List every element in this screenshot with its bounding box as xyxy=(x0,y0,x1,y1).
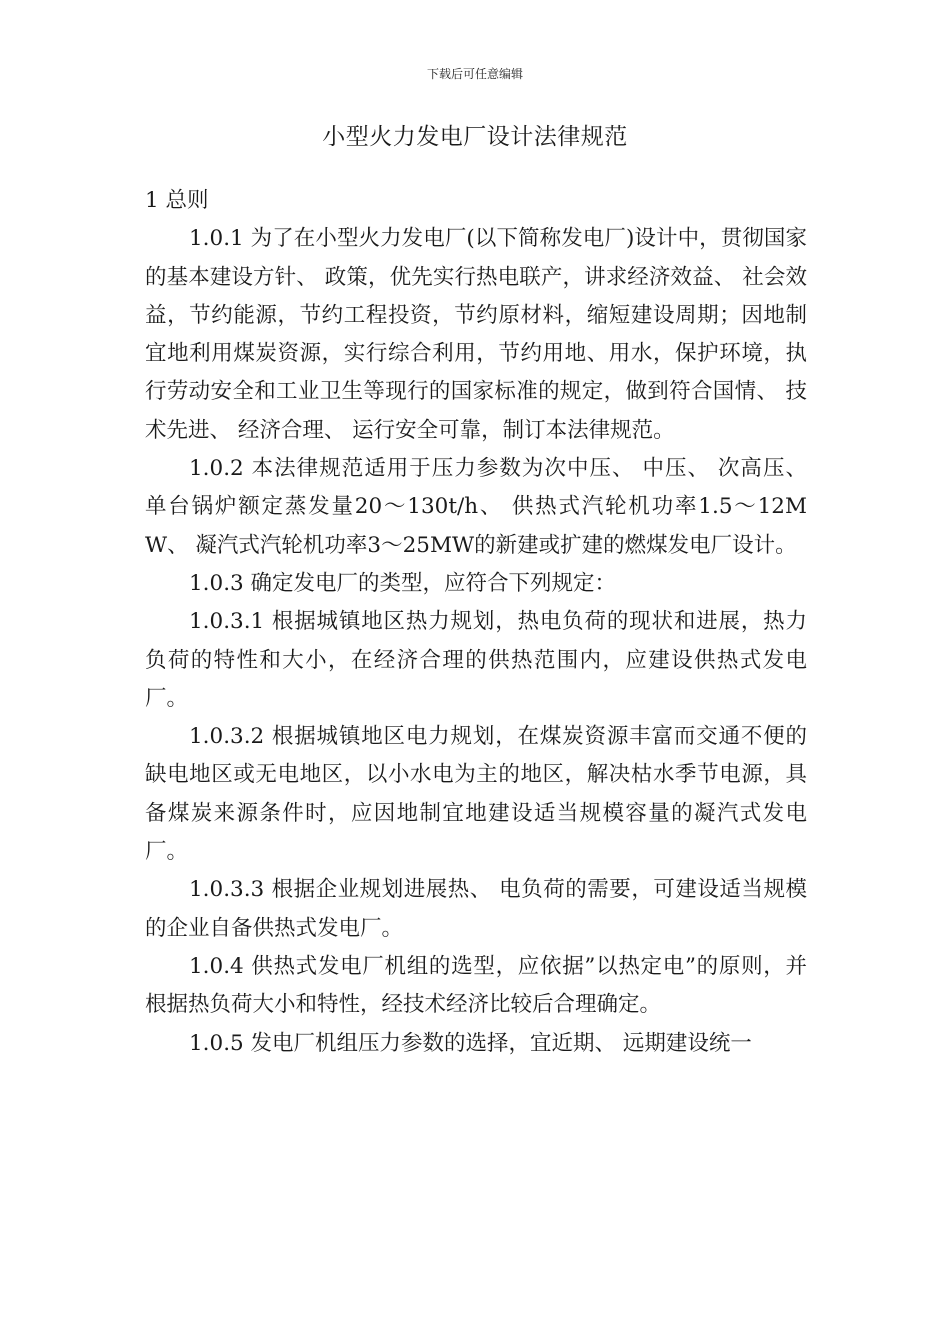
paragraph-1-0-3-1: 1.0.3.1 根据城镇地区热力规划，热电负荷的现状和进展，热力负荷的特性和大小，在经济合理的供热范围内，应建设供热式发电厂。 xyxy=(145,609,807,711)
paragraph-1-0-3: 1.0.3 确定发电厂的类型，应符合下列规定： xyxy=(189,570,617,596)
paragraph-1-0-3-2: 1.0.3.2 根据城镇地区电力规划，在煤炭资源丰富而交通不便的缺电地区或无电地区，以小水电为主的地区，解决枯水季节电源，具备煤炭来源条件时，应因地制宜地建设适当规模容量的凝汽式发电厂。 xyxy=(145,724,807,865)
document-body xyxy=(145,182,807,1063)
paragraph-1-0-3-3: 1.0.3.3 根据企业规划进展热、 电负荷的需要，可建设适当规模的企业自备供热式发电厂。 xyxy=(145,877,807,941)
paragraph-1-0-4: 1.0.4 供热式发电厂机组的选型，应依据”以热定电”的原则，并根据热负荷大小和特性，经技术经济比较后合理确定。 xyxy=(145,953,807,1018)
paragraph-1-0-5: 1.0.5 发电厂机组压力参数的选择，宜近期、 远期建设统一 xyxy=(189,1030,752,1056)
paragraph-1-0-2: 1.0.2 本法律规范适用于压力参数为次中压、 中压、 次高压、 单台锅炉额定蒸发量20～130t/h、 供热式汽轮机功率1.5～12MW、 凝汽式汽轮机功率3～25MW的新建或扩建的燃煤发电厂设计。 xyxy=(145,456,807,558)
header-note: 下载后可任意编辑 xyxy=(426,67,523,81)
paragraph-1-0-1: 1.0.1 为了在小型火力发电厂(以下简称发电厂)设计中，贯彻国家的基本建设方针、 政策，优先实行热电联产，讲求经济效益、 社会效益，节约能源，节约工程投资，节约原材料，缩短建设周期；因地制宜地利用煤炭资源，实行综合利用，节约用地、用水，保护环境，执行劳动安全和工业卫生等现行的国家标准的规定，做到符合国情、 技术先进、 经济合理、 运行安全可靠，制订本法律规范。 xyxy=(145,226,807,443)
document-title: 小型火力发电厂设计法律规范 xyxy=(322,124,628,150)
section-heading: 1 总则 xyxy=(145,188,209,213)
